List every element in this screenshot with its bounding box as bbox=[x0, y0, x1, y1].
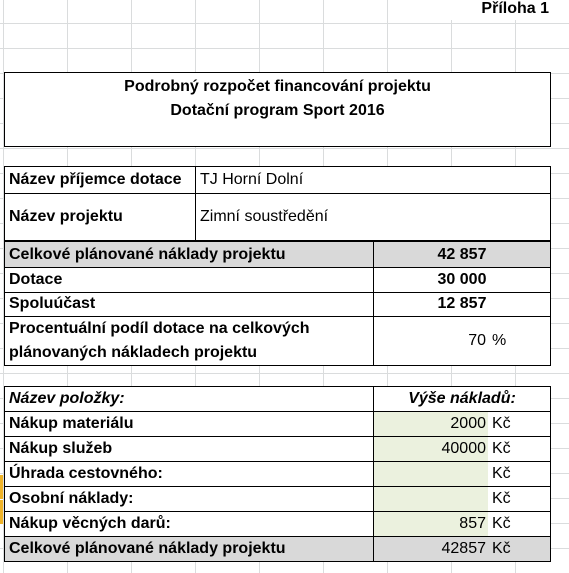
project-name-value[interactable]: Zimní soustředění bbox=[200, 208, 329, 225]
summary-total-value: 42 857 bbox=[437, 245, 487, 263]
item-value[interactable] bbox=[374, 487, 488, 511]
items-col-amount: Výše nákladů: bbox=[408, 390, 516, 407]
items-box bbox=[4, 386, 551, 562]
item-value[interactable]: 40000 bbox=[374, 437, 488, 461]
item-label: Osobní náklady: bbox=[9, 490, 134, 507]
summary-pct-value: 70 bbox=[468, 332, 486, 349]
item-currency: Kč bbox=[492, 490, 511, 507]
items-total-value: 42857 bbox=[441, 540, 486, 557]
item-currency: Kč bbox=[492, 415, 511, 432]
summary-cofin-label: Spoluúčast bbox=[9, 295, 96, 312]
recipient-name-label: Název příjemce dotace bbox=[9, 171, 182, 188]
summary-pct-unit: % bbox=[492, 332, 507, 349]
item-currency: Kč bbox=[492, 515, 511, 532]
recipient-box bbox=[4, 166, 551, 241]
summary-grant-label: Dotace bbox=[9, 270, 63, 288]
item-label: Úhrada cestovného: bbox=[9, 465, 163, 482]
header-title: Podrobný rozpočet financování projektu bbox=[124, 78, 431, 95]
recipient-name-value[interactable]: TJ Horní Dolní bbox=[200, 171, 304, 188]
item-label: Nákup věcných darů: bbox=[9, 515, 171, 532]
summary-pct-label-1: Procentuální podíl dotace na celkových bbox=[9, 320, 310, 337]
item-label: Nákup materiálu bbox=[9, 415, 134, 432]
items-col-name: Název položky: bbox=[9, 390, 125, 407]
summary-pct-label-2: plánovaných nákladech projektu bbox=[9, 344, 258, 361]
item-currency: Kč bbox=[492, 440, 511, 457]
summary-grant-value[interactable]: 30 000 bbox=[437, 270, 487, 288]
items-total-label: Celkové plánované náklady projektu bbox=[9, 540, 286, 557]
item-label: Nákup služeb bbox=[9, 440, 113, 457]
item-value[interactable] bbox=[374, 462, 488, 486]
items-total-currency: Kč bbox=[492, 540, 511, 557]
header-box bbox=[4, 72, 551, 147]
summary-total-label: Celkové plánované náklady projektu bbox=[9, 245, 286, 263]
item-value[interactable]: 857 bbox=[374, 512, 488, 536]
item-value[interactable]: 2000 bbox=[374, 412, 488, 436]
item-currency: Kč bbox=[492, 465, 511, 482]
header-subtitle: Dotační program Sport 2016 bbox=[170, 102, 385, 119]
summary-cofin-value: 12 857 bbox=[437, 295, 487, 312]
summary-box bbox=[4, 241, 551, 366]
row-selection-marker bbox=[0, 500, 3, 524]
row-selection-marker bbox=[0, 475, 3, 499]
project-name-label: Název projektu bbox=[9, 208, 123, 225]
attachment-label: Příloha 1 bbox=[449, 0, 549, 20]
